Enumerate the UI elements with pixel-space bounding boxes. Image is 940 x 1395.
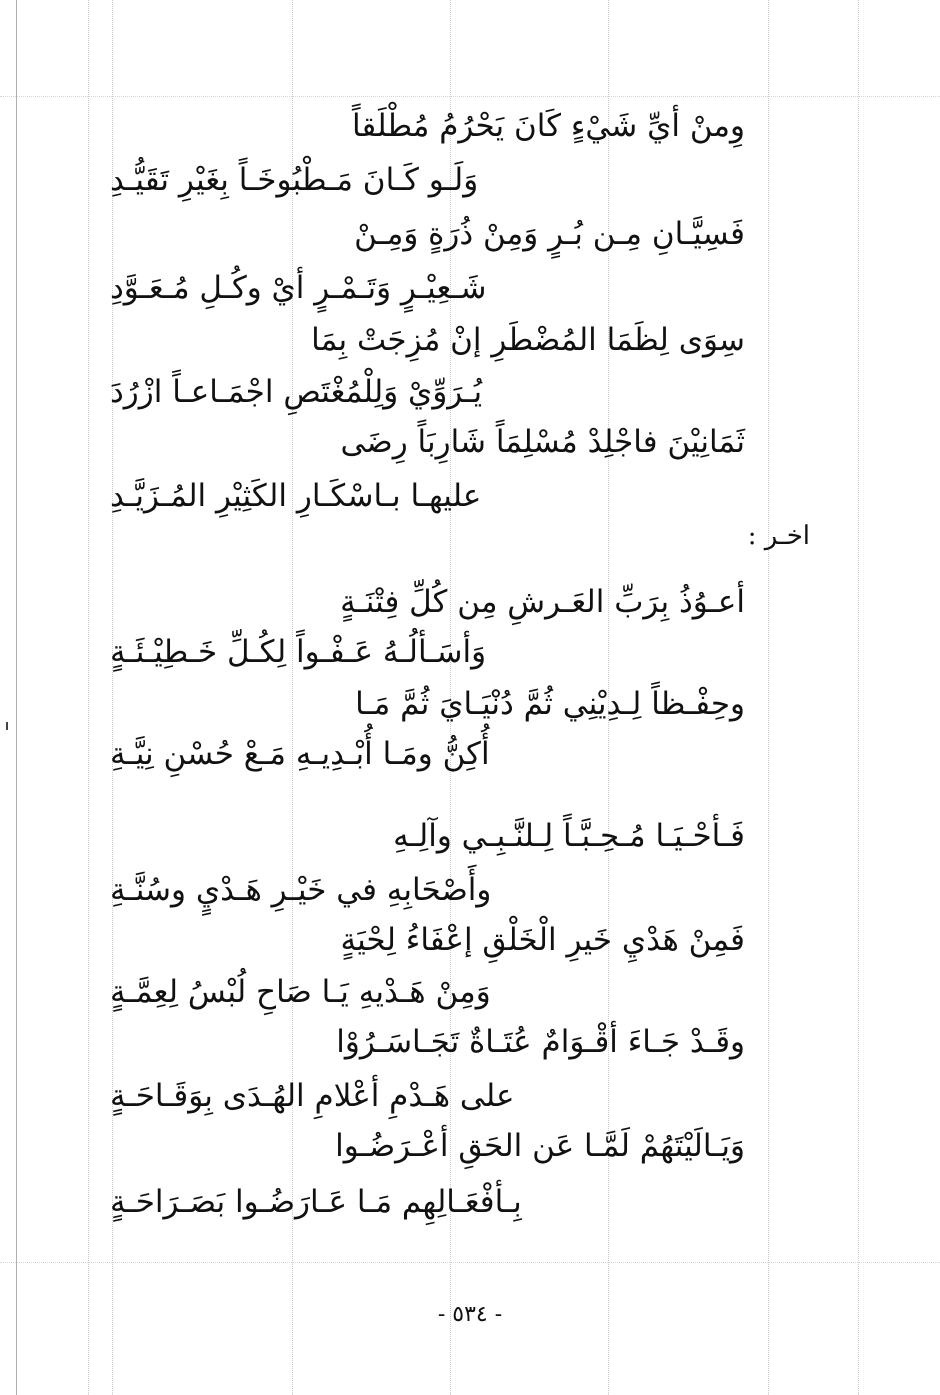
poem2-line-10: على هَـدْمِ أعْلامِ الهُـدَى بِوَقَـاحَـةٍ [110, 1078, 515, 1114]
poem2-line-6: وأَصْحَابِهِ في خَيْـرِ هَـدْيٍ وسُنَّـةِ [110, 872, 492, 908]
poem1-line-8: عليهـا بـاسْكَـارِ الكَثِيْرِ المُـزَيَّـدِ [110, 478, 482, 514]
poem2-line-8: وَمِنْ هَـدْيهِ يَـا صَاحِ لُبْسُ لِعِمَّـةٍ [110, 974, 491, 1010]
poem1-line-2: وَلَـو كَـانَ مَـطْبُوخَـاً بِغَيْرِ تَقَيُّـدِ [110, 162, 479, 198]
left-margin-rule [16, 0, 17, 1395]
poem2-line-1: أعـوُذُ بِرَبِّ العَـرشِ مِن كُلِّ فِتْنَـةٍ [340, 584, 745, 620]
guide-line [0, 1262, 940, 1263]
poem2-line-12: بِـأفْعَـالِهِم مَـا عَـارَضُـوا بَصَـرَاحَـةٍ [110, 1184, 522, 1220]
poem2-line-11: وَيَـالَيْتَهُمْ لَمَّـا عَن الحَقِ أعْـرَضُـوا [335, 1128, 745, 1164]
poem1-line-7: ثَمَانِيْنَ فاجْلِدْ مُسْلِمَاً شَارِبَاً رِضَى [340, 424, 745, 460]
guide-line [858, 0, 859, 1395]
poem2-line-5: فَـأحْـيَـا مُـحِـبَّـاً لِـلنَّـبِـي وآلِـهِ [393, 818, 745, 854]
poem2-line-4: أُكِنُّ ومَـا أُبْـدِيـهِ مَـعْ حُسْنِ نِيَّـةِ [110, 736, 490, 772]
page-number: - ٥٣٤ - [437, 1302, 503, 1327]
poem1-line-5: سِوَى لِظَمَا المُضْطَرِ إنْ مُزِجَتْ بِمَا [311, 322, 745, 358]
guide-line [0, 96, 940, 97]
poem1-line-4: شَـعِيْـرٍ وَتَـمْـرٍ أيْ وكُـلِ مُـعَـوَّدِ [110, 270, 487, 306]
poem1-line-3: فَسِيَّـانِ مِـن بُـرٍ وَمِنْ ذُرَةٍ وَمِـنْ [354, 216, 745, 252]
poem1-line-6: يُـرَوِّيْ وَلِلْمُغْتَصِ اجْمَـاعـاً ازْرُدَ [110, 374, 483, 410]
poem2-line-3: وحِفْـظاً لِـدِيْنِي ثُمَّ دُنْيَـايَ ثُمَّ مَـا [355, 686, 745, 722]
poem2-line-9: وقَـدْ جَـاءَ أقْـوَامٌ عُتَـاةٌ تَجَـاسَـرُوْا [336, 1024, 745, 1060]
poem2-line-7: فَمِنْ هَدْيِ خَيرِ الْخَلْقِ إعْفَاءُ لِحْيَةٍ [340, 922, 745, 958]
edge-mark [6, 722, 8, 730]
guide-line [768, 0, 769, 1395]
guide-line [88, 0, 89, 1395]
section-heading: اخـر : [747, 521, 810, 551]
poem1-line-1: وِمنْ أيِّ شَيْءٍ كَانَ يَحْرُمُ مُطْلَقاً [351, 108, 745, 144]
poem2-line-2: وَأسَـألُـهُ عَـفْـواً لِكُـلِّ خَـطِيْـئَـةٍ [110, 634, 487, 670]
